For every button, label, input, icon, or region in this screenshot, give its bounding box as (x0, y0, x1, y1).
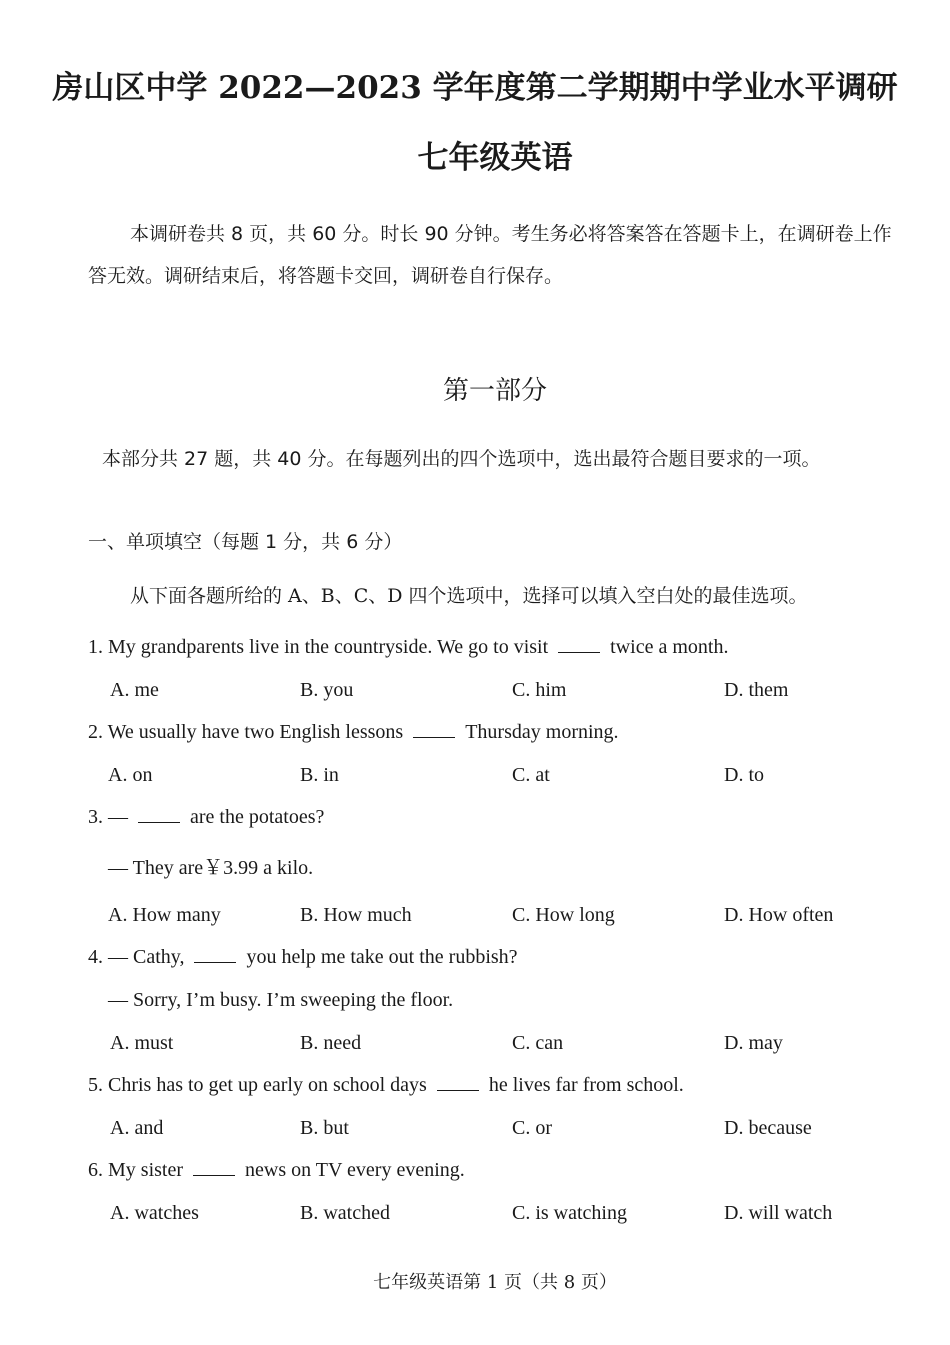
answer-blank (437, 1076, 479, 1091)
option-d: D. them (724, 679, 789, 701)
option-c: C. is watching (512, 1202, 627, 1224)
exam-intro: 本调研卷共 8 页，共 60 分。时长 90 分钟。考生务必将答案答在答题卡上，在调研卷上作答无效。调研结束后，将答题卡交回，调研卷自行保存。 (88, 223, 892, 287)
question-4-stem (88, 946, 518, 969)
option-a: A. on (108, 764, 153, 786)
option-d: D. to (724, 764, 764, 786)
option-a: A. me (110, 679, 159, 701)
option-b: B. How much (300, 904, 412, 926)
question-3-stem (88, 806, 324, 829)
option-b: B. watched (300, 1202, 390, 1224)
question-6-stem (88, 1159, 465, 1182)
option-d: D. because (724, 1117, 812, 1139)
option-c: C. at (512, 764, 550, 786)
question-3-reply: — They are￥3.99 a kilo. (108, 857, 314, 879)
option-c: C. How long (512, 904, 615, 926)
exam-title: 房山区中学 2022—2023 学年度第二学期期中学业水平调研 (52, 70, 898, 106)
question-stem-after: are the potatoes? (190, 806, 325, 828)
section-instruction: 从下面各题所给的 A、B、C、D 四个选项中，选择可以填入空白处的最佳选项。 (130, 585, 808, 607)
question-1-stem (88, 636, 728, 659)
question-stem-after: news on TV every evening. (245, 1159, 465, 1181)
question-stem-before: 2. We usually have two English lessons (88, 721, 404, 743)
section-heading: 一、单项填空（每题 1 分，共 6 分） (88, 531, 403, 553)
question-stem-before: 3. — (88, 806, 128, 828)
option-a: A. watches (110, 1202, 199, 1224)
part-description: 本部分共 27 题，共 40 分。在每题列出的四个选项中，选出最符合题目要求的一项。 (102, 448, 821, 470)
option-a: A. How many (108, 904, 221, 926)
answer-blank (194, 948, 236, 963)
answer-blank (138, 808, 180, 823)
option-d: D. may (724, 1032, 783, 1054)
question-stem-after: Thursday morning. (465, 721, 619, 743)
option-a: A. must (110, 1032, 174, 1054)
option-b: B. need (300, 1032, 362, 1054)
option-a: A. and (110, 1117, 164, 1139)
question-stem-before: 5. Chris has to get up early on school days (88, 1074, 427, 1096)
answer-blank (193, 1161, 235, 1176)
exam-subtitle: 七年级英语 (417, 140, 573, 176)
question-stem-before: 6. My sister (88, 1159, 183, 1181)
option-b: B. in (300, 764, 339, 786)
option-b: B. but (300, 1117, 349, 1139)
part-title: 第一部分 (442, 376, 547, 406)
answer-blank (413, 723, 455, 738)
page-footer: 七年级英语第 1 页（共 8 页） (373, 1272, 617, 1293)
question-5-stem (88, 1074, 684, 1097)
option-c: C. or (512, 1117, 552, 1139)
question-stem-before: 1. My grandparents live in the countryside. We go to visit (88, 636, 549, 658)
question-stem-after: twice a month. (610, 636, 729, 658)
question-2-stem (88, 721, 619, 744)
question-4-reply: — Sorry, I’m busy. I’m sweeping the floor. (108, 989, 454, 1011)
option-c: C. can (512, 1032, 564, 1054)
question-stem-before: 4. — Cathy, (88, 946, 185, 968)
question-stem-after: he lives far from school. (488, 1074, 684, 1096)
answer-blank (558, 638, 600, 653)
option-d: D. How often (724, 904, 834, 926)
option-b: B. you (300, 679, 354, 701)
option-d: D. will watch (724, 1202, 833, 1224)
question-stem-after: you help me take out the rubbish? (246, 946, 518, 968)
option-c: C. him (512, 679, 567, 701)
